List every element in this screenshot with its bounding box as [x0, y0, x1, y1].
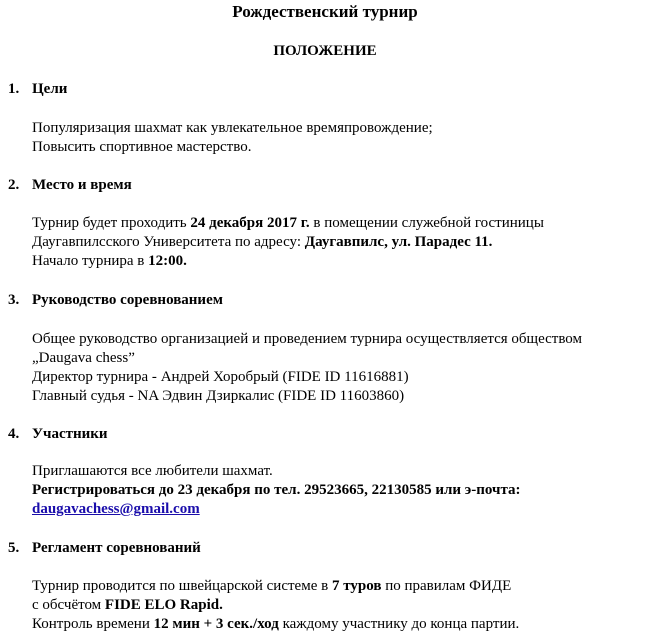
- section-heading-participants: [8, 425, 108, 443]
- text-line: „Daugava chess”: [32, 350, 135, 366]
- section-number: 4.: [8, 426, 20, 442]
- section-title: Цели: [32, 81, 68, 97]
- chief-arbiter-name: NA Эдвин Дзиркалис (FIDE ID 11603860): [137, 388, 405, 404]
- text-run: каждому участнику до конца партии.: [278, 616, 520, 632]
- section-number: 1.: [8, 81, 20, 97]
- section-body-participants: [32, 462, 521, 519]
- email-link[interactable]: daugavachess@gmail.com: [32, 501, 200, 517]
- text-run: с обсчётом: [32, 597, 105, 613]
- tournament-address: Даугавпилс, ул. Парадес 11.: [304, 234, 493, 250]
- start-time: 12:00.: [148, 253, 187, 269]
- rounds-count: 7 туров: [331, 578, 382, 594]
- time-control: 12 мин + 3 сек./ход: [153, 616, 279, 632]
- section-body-regulations: [32, 577, 519, 634]
- section-number: 3.: [8, 292, 20, 308]
- document-title: Рождественский турнир: [232, 2, 418, 21]
- text-run: по правилам ФИДЕ: [381, 578, 512, 594]
- section-title: Руководство соревнованием: [32, 292, 223, 308]
- text-run: Даугавпилсского Университета по адресу:: [32, 234, 305, 250]
- text-run: Главный судья -: [32, 388, 138, 404]
- section-body-goals: [32, 119, 433, 157]
- section-number: 5.: [8, 540, 20, 556]
- section-heading-goals: [8, 80, 67, 98]
- text-line: [32, 252, 544, 271]
- section-number: 2.: [8, 177, 20, 193]
- text-line: [32, 233, 544, 252]
- section-body-management: [32, 330, 582, 406]
- text-line: [32, 596, 519, 615]
- text-line: [32, 368, 582, 387]
- director-name: Андрей Хоробрый (FIDE ID 11616881): [160, 369, 409, 385]
- text-line: Популяризация шахмат как увлекательное времяпровождение;: [32, 120, 433, 136]
- section-heading-regulations: [8, 539, 201, 557]
- text-line: Приглашаются все любители шахмат.: [32, 463, 273, 479]
- text-line: [32, 577, 519, 596]
- text-run: Директор турнира -: [32, 369, 161, 385]
- section-title: Регламент соревнований: [32, 540, 201, 556]
- text-run: Турнир будет проходить: [32, 215, 191, 231]
- text-line: [32, 214, 544, 233]
- text-line: Общее руководство организацией и проведением турнира осуществляется обществом: [32, 331, 583, 347]
- tournament-date: 24 декабря 2017 г.: [190, 215, 310, 231]
- text-run: Турнир проводится по швейцарской системе в: [32, 578, 332, 594]
- section-heading-management: [8, 291, 223, 309]
- registration-line: Регистрироваться до 23 декабря по тел. 29523665, 22130585 или э-почта:: [32, 482, 521, 498]
- section-title: Участники: [32, 426, 108, 442]
- text-run: в помещении служебной гостиницы: [309, 215, 544, 231]
- text-line: [32, 387, 582, 406]
- document-subtitle: ПОЛОЖЕНИЕ: [273, 43, 377, 59]
- text-run: Начало турнира в: [32, 253, 149, 269]
- rating-type: FIDE ELO Rapid.: [104, 597, 223, 613]
- text-run: Контроль времени: [32, 616, 154, 632]
- text-line: Повысить спортивное мастерство.: [32, 139, 252, 155]
- section-body-place-time: [32, 214, 544, 271]
- text-line: [32, 615, 519, 634]
- section-heading-place-time: [8, 176, 132, 194]
- section-title: Место и время: [32, 177, 132, 193]
